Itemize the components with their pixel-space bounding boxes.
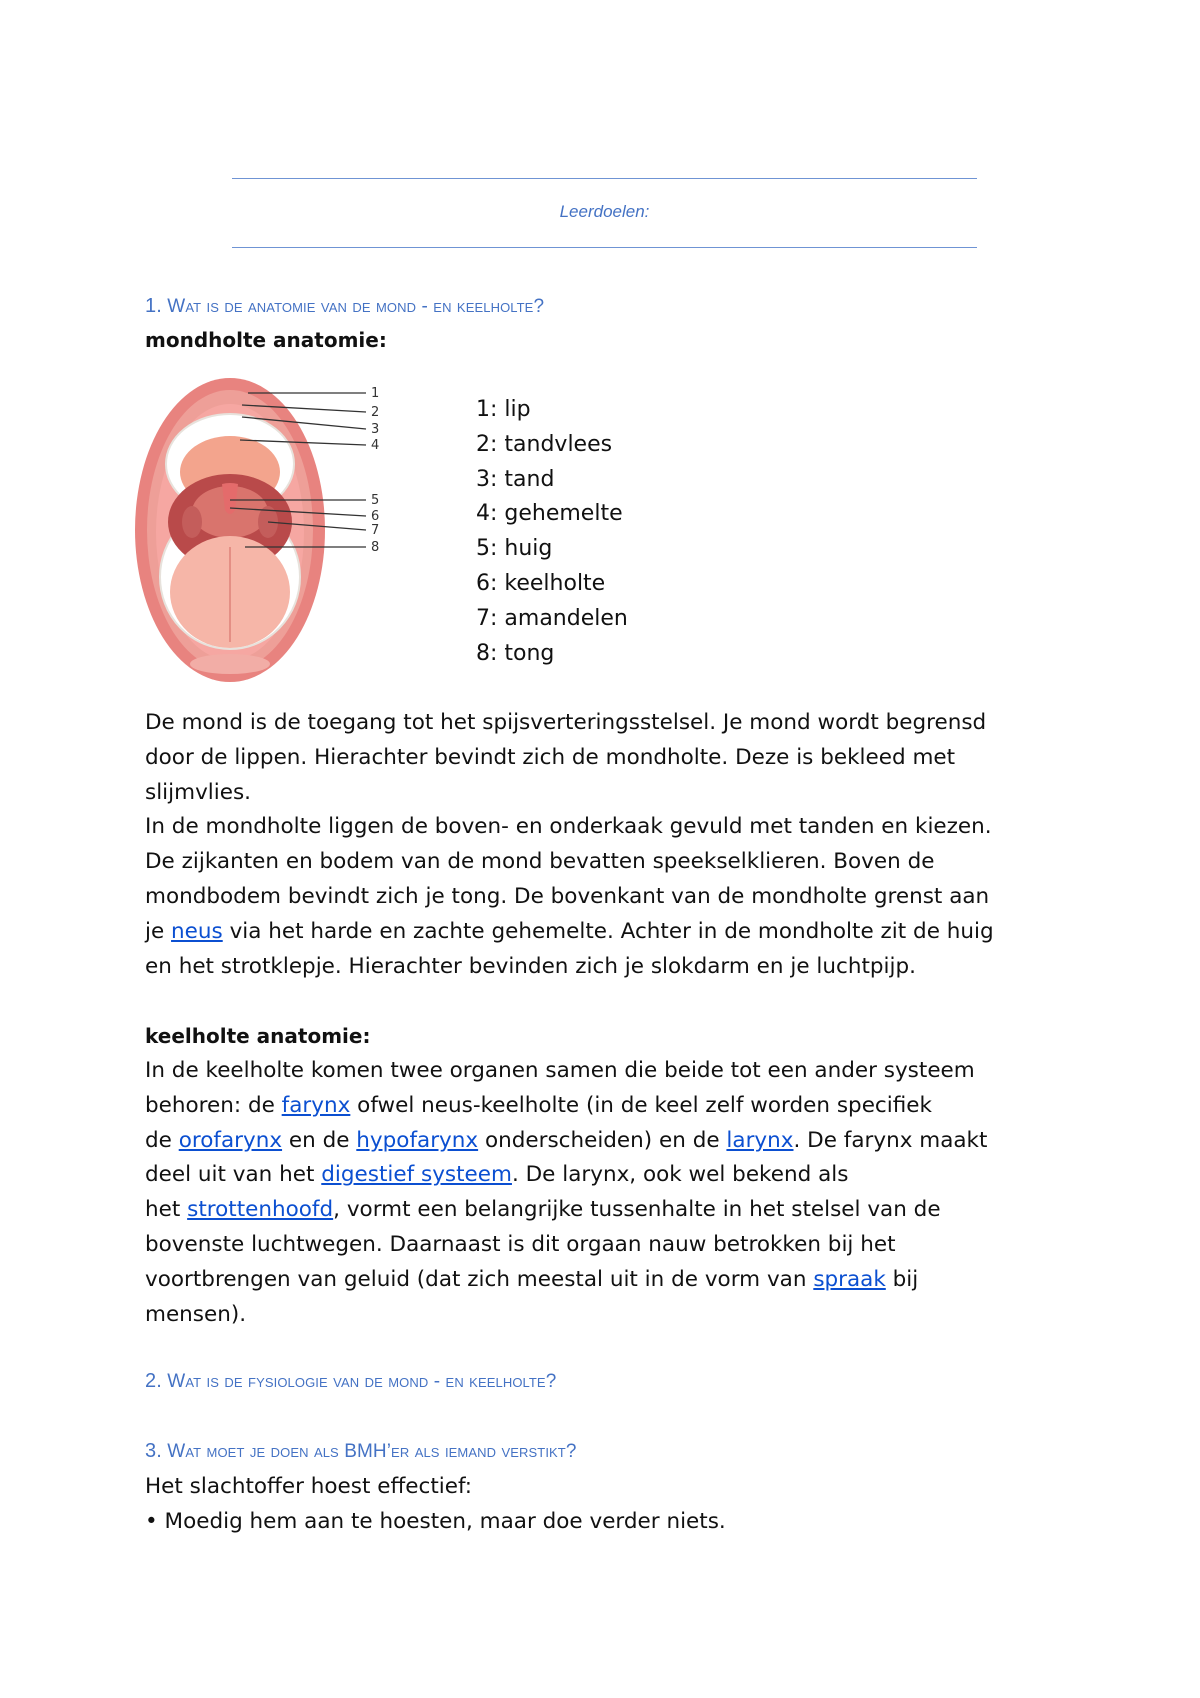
- text-line: [145, 1263, 1055, 1298]
- link-farynx[interactable]: farynx: [281, 1092, 351, 1118]
- legend-item: 5: huig: [476, 536, 553, 562]
- section-3-paragraph: [145, 1470, 1055, 1540]
- section-2-heading: [145, 1370, 556, 1393]
- link-orofarynx[interactable]: orofarynx: [178, 1127, 283, 1153]
- text-line: [145, 1124, 1055, 1159]
- mouth-anatomy-diagram: [130, 372, 400, 687]
- diagram-number-2: 2: [371, 405, 380, 420]
- keelholte-heading: keelholte anatomie:: [145, 1024, 371, 1048]
- bullet-item: • Moedig hem aan te hoesten, maar doe verder niets.: [145, 1508, 726, 1534]
- text-line: In de mondholte liggen de boven- en onderkaak gevuld met tanden en kiezen.: [145, 814, 992, 840]
- tonsil-left: [182, 506, 202, 538]
- diagram-number-1: 1: [371, 386, 380, 401]
- text-line: mensen).: [145, 1301, 247, 1327]
- diagram-number-4: 4: [371, 438, 380, 453]
- text-line: Het slachtoffer hoest effectief:: [145, 1474, 472, 1499]
- text-line: [145, 915, 1055, 950]
- legend-item: 2: tandvlees: [476, 431, 613, 457]
- keelholte-paragraph: [145, 1054, 1055, 1332]
- text-run: via het harde en zachte gehemelte. Achter in de mondholte zit de huig: [222, 918, 994, 944]
- text-run: deel uit van het: [145, 1162, 322, 1188]
- text-run: bij: [885, 1266, 919, 1292]
- text-line: De mond is de toegang tot het spijsverteringsstelsel. Je mond wordt begrensd: [145, 710, 987, 735]
- text-run: en de: [282, 1127, 357, 1153]
- link-neus[interactable]: neus: [171, 918, 223, 944]
- text-run: , vormt een belangrijke tussenhalte in het stelsel van de: [333, 1197, 941, 1223]
- text-run: het: [145, 1197, 188, 1223]
- legend-item: 3: tand: [476, 466, 555, 492]
- text-line: [145, 1193, 1055, 1228]
- toc-label[interactable]: Leerdoelen:: [559, 202, 650, 221]
- text-run: je: [145, 918, 172, 944]
- legend-item: 1: lip: [476, 397, 531, 422]
- text-line: [145, 1158, 1055, 1193]
- mondholte-heading: mondholte anatomie:: [145, 328, 387, 352]
- link-strottenhoofd[interactable]: strottenhoofd: [187, 1197, 334, 1223]
- diagram-number-6: 6: [371, 509, 380, 524]
- section-2-number: 2.: [145, 1370, 162, 1392]
- diagram-number-5: 5: [371, 493, 380, 508]
- diagram-legend: [476, 393, 628, 671]
- lower-lip-highlight: [190, 654, 270, 674]
- text-line: mondbodem bevindt zich je tong. De bovenkant van de mondholte grenst aan: [145, 883, 990, 909]
- text-run: onderscheiden) en de: [478, 1127, 727, 1153]
- section-2-title: Wat is de fysiologie van de mond - en keelholte?: [167, 1371, 557, 1392]
- mondholte-paragraph: [145, 706, 1055, 984]
- text-line: door de lippen. Hierachter bevindt zich de mondholte. Deze is bekleed met: [145, 744, 956, 770]
- text-line: In de keelholte komen twee organen samen die beide tot een ander systeem: [145, 1058, 975, 1083]
- section-3-heading: [145, 1440, 577, 1463]
- legend-item: 6: keelholte: [476, 570, 606, 596]
- link-spraak[interactable]: spraak: [813, 1266, 886, 1292]
- text-run: . De farynx maakt: [793, 1127, 988, 1153]
- legend-item: 7: amandelen: [476, 605, 628, 631]
- text-run: de: [145, 1127, 179, 1153]
- section-3-number: 3.: [145, 1440, 162, 1462]
- legend-item: 4: gehemelte: [476, 501, 623, 527]
- text-run: voortbrengen van geluid (dat zich meestal uit in de vorm van: [145, 1266, 814, 1292]
- legend-item: 8: tong: [476, 640, 555, 666]
- diagram-number-7: 7: [371, 523, 380, 538]
- link-larynx[interactable]: larynx: [726, 1127, 794, 1153]
- section-1-number: 1.: [145, 295, 162, 317]
- toc-top-rule: [232, 178, 977, 179]
- text-line: De zijkanten en bodem van de mond bevatten speekselklieren. Boven de: [145, 849, 935, 875]
- text-run: behoren: de: [145, 1092, 282, 1118]
- diagram-number-3: 3: [371, 422, 380, 437]
- text-line: bovenste luchtwegen. Daarnaast is dit orgaan nauw betrokken bij het: [145, 1231, 896, 1257]
- text-line: en het strotklepje. Hierachter bevinden zich je slokdarm en je luchtpijp.: [145, 953, 916, 979]
- section-1-heading: [145, 295, 544, 318]
- text-run: ofwel neus-keelholte (in de keel zelf worden specifiek: [350, 1092, 932, 1118]
- text-line: [145, 1089, 1055, 1124]
- link-hypofarynx[interactable]: hypofarynx: [356, 1127, 479, 1153]
- section-1-title: Wat is de anatomie van de mond - en keelholte?: [167, 296, 545, 317]
- text-run: . De larynx, ook wel bekend als: [511, 1162, 849, 1188]
- diagram-number-8: 8: [371, 540, 380, 555]
- text-line: slijmvlies.: [145, 779, 251, 805]
- toc-bottom-rule: [232, 247, 977, 248]
- section-3-title: Wat moet je doen als BMH’er als iemand verstikt?: [167, 1441, 577, 1462]
- link-digestief-systeem[interactable]: digestief systeem: [321, 1162, 512, 1188]
